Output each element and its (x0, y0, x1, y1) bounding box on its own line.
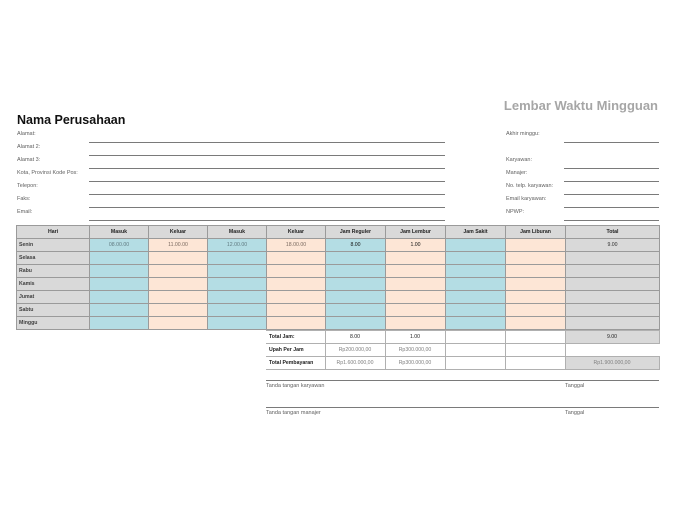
sick-cell[interactable] (446, 317, 506, 330)
in2-cell[interactable] (208, 304, 267, 317)
sick-cell[interactable] (446, 304, 506, 317)
employee-phone-field[interactable] (506, 183, 659, 195)
company-name[interactable]: Nama Perusahaan (17, 113, 126, 127)
manager-signature-line (266, 407, 659, 408)
total-sick-value (445, 331, 505, 344)
sick-cell[interactable] (446, 239, 506, 252)
npwp-label: NPWP: (506, 209, 525, 215)
col-out-2: Keluar (267, 226, 326, 239)
in2-cell[interactable] (208, 278, 267, 291)
out1-cell[interactable] (149, 317, 208, 330)
regular-cell[interactable] (326, 278, 386, 291)
out1-cell[interactable] (149, 252, 208, 265)
document-title: Lembar Waktu Mingguan (503, 98, 658, 113)
pay-total-value: Rp1.900.000,00 (565, 357, 659, 370)
total-cell: 9.00 (566, 239, 660, 252)
rate-vacation-value[interactable] (505, 344, 565, 357)
table-row (17, 265, 660, 278)
manager-field[interactable] (506, 170, 659, 182)
week-ending-field[interactable] (506, 131, 659, 143)
out1-cell[interactable] (149, 304, 208, 317)
out2-cell[interactable] (267, 265, 326, 278)
rate-overtime-value[interactable]: Rp300.000,00 (385, 344, 445, 357)
regular-cell[interactable]: 8.00 (326, 239, 386, 252)
col-overtime: Jam Lembur (386, 226, 446, 239)
header-row (17, 226, 660, 239)
phone-line (89, 194, 445, 195)
overtime-cell[interactable] (386, 317, 446, 330)
overtime-cell[interactable]: 1.00 (386, 239, 446, 252)
timesheet-table (16, 225, 660, 330)
in1-cell[interactable] (90, 291, 149, 304)
col-out-1: Keluar (149, 226, 208, 239)
day-cell: Minggu (17, 317, 90, 330)
col-in-2: Masuk (208, 226, 267, 239)
regular-cell[interactable] (326, 291, 386, 304)
summary-table (266, 330, 660, 370)
week-ending-line (564, 142, 659, 143)
fax-line (89, 207, 445, 208)
out1-cell[interactable] (149, 265, 208, 278)
sick-cell[interactable] (446, 291, 506, 304)
col-in-1: Masuk (90, 226, 149, 239)
city-line (89, 181, 445, 182)
pay-label: Total Pembayaran (266, 357, 325, 370)
vacation-cell[interactable] (506, 239, 566, 252)
in2-cell[interactable] (208, 291, 267, 304)
total-cell (566, 317, 660, 330)
address2-line (89, 155, 445, 156)
employee-line (564, 168, 659, 169)
col-sick: Jam Sakit (446, 226, 506, 239)
table-row (17, 252, 660, 265)
vacation-cell[interactable] (506, 317, 566, 330)
rate-sick-value[interactable] (445, 344, 505, 357)
day-cell: Rabu (17, 265, 90, 278)
in1-cell[interactable] (90, 252, 149, 265)
employee-signature-row[interactable] (266, 380, 659, 394)
address3-line (89, 168, 445, 169)
total-cell (566, 278, 660, 291)
rate-row (266, 344, 659, 357)
in1-cell[interactable] (90, 265, 149, 278)
total-hours-row (266, 331, 659, 344)
total-hours-value: 9.00 (565, 331, 659, 344)
day-cell: Selasa (17, 252, 90, 265)
sick-cell[interactable] (446, 265, 506, 278)
address2-label: Alamat 2: (17, 144, 41, 150)
out2-cell[interactable] (267, 252, 326, 265)
total-cell (566, 252, 660, 265)
table-row (17, 304, 660, 317)
total-cell (566, 304, 660, 317)
phone-field[interactable] (17, 183, 445, 195)
out2-cell[interactable] (267, 317, 326, 330)
vacation-cell[interactable] (506, 278, 566, 291)
manager-label: Manajer: (506, 170, 528, 176)
address-field[interactable] (17, 131, 445, 143)
employee-signature-label: Tanda tangan karyawan (266, 383, 325, 389)
sick-cell[interactable] (446, 252, 506, 265)
address-line (89, 142, 445, 143)
overtime-cell[interactable] (386, 304, 446, 317)
in2-cell[interactable]: 12.00.00 (208, 239, 267, 252)
pay-vacation-value (505, 357, 565, 370)
total-regular-value: 8.00 (325, 331, 385, 344)
fax-label: Faks: (17, 196, 31, 202)
manager-date-label: Tanggal (565, 410, 585, 416)
out1-cell[interactable]: 11.00.00 (149, 239, 208, 252)
regular-cell[interactable] (326, 317, 386, 330)
address-label: Alamat: (17, 131, 36, 137)
col-vacation: Jam Liburan (506, 226, 566, 239)
rate-regular-value[interactable]: Rp200.000,00 (325, 344, 385, 357)
out1-cell[interactable] (149, 291, 208, 304)
in2-cell[interactable] (208, 265, 267, 278)
in1-cell[interactable] (90, 304, 149, 317)
employee-date-label: Tanggal (565, 383, 585, 389)
in2-cell[interactable] (208, 317, 267, 330)
manager-line (564, 181, 659, 182)
pay-row (266, 357, 659, 370)
table-row (17, 317, 660, 330)
address3-field[interactable] (17, 157, 445, 169)
total-hours-label: Total Jam: (266, 331, 325, 344)
regular-cell[interactable] (326, 265, 386, 278)
overtime-cell[interactable] (386, 278, 446, 291)
col-regular: Jam Reguler (326, 226, 386, 239)
npwp-line (564, 220, 659, 221)
email-field[interactable] (17, 209, 445, 221)
day-cell: Kamis (17, 278, 90, 291)
vacation-cell[interactable] (506, 304, 566, 317)
rate-blank (565, 344, 659, 357)
pay-overtime-value: Rp300.000,00 (385, 357, 445, 370)
employee-email-label: Email karyawan: (506, 196, 547, 202)
employee-email-line (564, 207, 659, 208)
address3-label: Alamat 3: (17, 157, 41, 163)
city-label: Kota, Provinsi Kode Pos: (17, 170, 78, 176)
employee-phone-line (564, 194, 659, 195)
phone-label: Telepon: (17, 183, 38, 189)
total-overtime-value: 1.00 (385, 331, 445, 344)
pay-sick-value (445, 357, 505, 370)
week-ending-label: Akhir minggu: (506, 131, 540, 137)
npwp-field[interactable] (506, 209, 659, 221)
out2-cell[interactable]: 18.00.00 (267, 239, 326, 252)
employee-label: Karyawan: (506, 157, 532, 163)
out2-cell[interactable] (267, 278, 326, 291)
fax-field[interactable] (17, 196, 445, 208)
city-field[interactable] (17, 170, 445, 182)
total-vacation-value (505, 331, 565, 344)
table-row (17, 278, 660, 291)
rate-label: Upah Per Jam (266, 344, 325, 357)
col-total: Total (566, 226, 660, 239)
in1-cell[interactable] (90, 278, 149, 291)
employee-field[interactable] (506, 157, 659, 169)
regular-cell[interactable] (326, 252, 386, 265)
regular-cell[interactable] (326, 304, 386, 317)
manager-signature-label: Tanda tangan manajer (266, 410, 321, 416)
address2-field[interactable] (17, 144, 445, 156)
pay-regular-value: Rp1.600.000,00 (325, 357, 385, 370)
total-cell (566, 265, 660, 278)
table-row (17, 239, 660, 252)
overtime-cell[interactable] (386, 252, 446, 265)
table-row (17, 291, 660, 304)
employee-email-field[interactable] (506, 196, 659, 208)
email-line (89, 220, 445, 221)
vacation-cell[interactable] (506, 291, 566, 304)
vacation-cell[interactable] (506, 265, 566, 278)
in1-cell[interactable] (90, 317, 149, 330)
out2-cell[interactable] (267, 291, 326, 304)
day-cell: Sabtu (17, 304, 90, 317)
employee-signature-line (266, 380, 659, 381)
manager-signature-row[interactable] (266, 407, 659, 421)
day-cell: Jumat (17, 291, 90, 304)
email-label: Email: (17, 209, 33, 215)
in2-cell[interactable] (208, 252, 267, 265)
employee-phone-label: No. telp. karyawan: (506, 183, 554, 189)
overtime-cell[interactable] (386, 265, 446, 278)
total-cell (566, 291, 660, 304)
overtime-cell[interactable] (386, 291, 446, 304)
day-cell: Senin (17, 239, 90, 252)
col-day: Hari (17, 226, 90, 239)
vacation-cell[interactable] (506, 252, 566, 265)
in1-cell[interactable]: 08.00.00 (90, 239, 149, 252)
sick-cell[interactable] (446, 278, 506, 291)
out1-cell[interactable] (149, 278, 208, 291)
out2-cell[interactable] (267, 304, 326, 317)
